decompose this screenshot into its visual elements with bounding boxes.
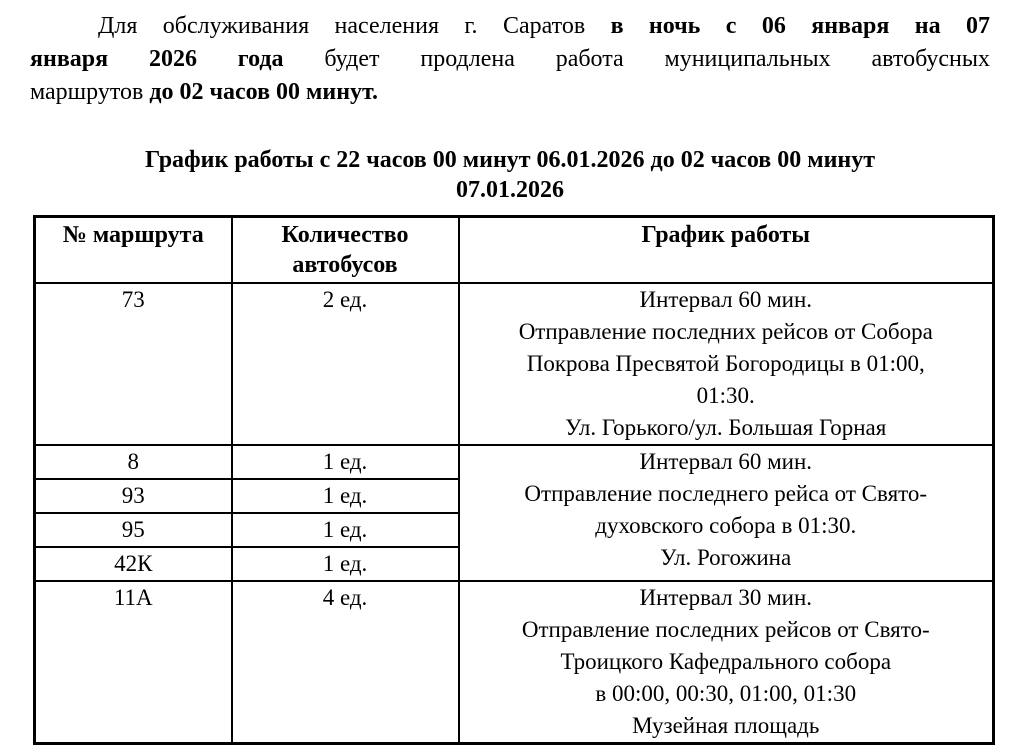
route-number-cell: 11А — [35, 581, 232, 744]
schedule-line: Интервал 60 мин. — [639, 287, 813, 312]
schedule-line: Троицкого Кафедрального собора — [560, 649, 892, 674]
intro-line — [30, 43, 990, 76]
route-number-cell: 93 — [35, 479, 232, 513]
intro-line — [30, 76, 990, 109]
schedule-line: Отправление последних рейсов от Собора — [518, 319, 933, 344]
bus-count-cell: 1 ед. — [232, 445, 459, 479]
schedule-line: Отправление последнего рейса от Свято- — [524, 481, 928, 506]
schedule-table-body — [35, 283, 994, 744]
route-number-cell: 42К — [35, 547, 232, 581]
header-cell-route: № маршрута — [35, 217, 232, 284]
header-cell-schedule: График работы — [459, 217, 994, 284]
schedule-cell — [459, 283, 994, 445]
intro-text: маршрутов — [30, 79, 150, 105]
schedule-cell — [459, 581, 994, 744]
schedule-line: духовского собора в 01:30. — [595, 513, 857, 538]
bus-count-cell: 4 ед. — [232, 581, 459, 744]
schedule-line: Отправление последних рейсов от Свято- — [521, 617, 930, 642]
schedule-line: в 00:00, 00:30, 01:00, 01:30 — [595, 681, 857, 706]
document-page — [0, 10, 1020, 738]
intro-paragraph — [30, 10, 990, 109]
schedule-cell — [459, 445, 994, 581]
intro-text: Для обслуживания населения г. Саратов — [98, 13, 611, 39]
schedule-line: Интервал 60 мин. — [639, 449, 813, 474]
bus-count-cell: 1 ед. — [232, 547, 459, 581]
header-cell-buses: Количество автобусов — [232, 217, 459, 284]
bus-count-cell: 1 ед. — [232, 479, 459, 513]
schedule-line: Покрова Пресвятой Богородицы в 01:00, — [526, 351, 925, 376]
schedule-line: Интервал 30 мин. — [639, 585, 813, 610]
bus-count-cell: 1 ед. — [232, 513, 459, 547]
route-number-cell: 8 — [35, 445, 232, 479]
intro-text-bold: в ночь с 06 января на 07 — [610, 13, 990, 39]
table-header-row — [35, 217, 994, 284]
schedule-line: Музейная площадь — [632, 713, 820, 738]
table-title-line-1: График работы с 22 часов 00 минут 06.01.2026 до 02 часов 00 минут — [144, 147, 876, 173]
route-number-cell: 73 — [35, 283, 232, 445]
schedule-line: Ул. Рогожина — [660, 545, 792, 570]
schedule-table — [33, 215, 995, 745]
schedule-line: 01:30. — [696, 383, 755, 408]
table-title — [30, 145, 990, 205]
bus-count-cell: 2 ед. — [232, 283, 459, 445]
table-row — [35, 283, 994, 445]
table-row — [35, 581, 994, 744]
schedule-line: Ул. Горького/ул. Большая Горная — [565, 415, 887, 440]
intro-text: будет продлена работа муниципальных автобусных — [283, 46, 990, 72]
intro-text-bold: до 02 часов 00 минут. — [149, 79, 379, 105]
route-number-cell: 95 — [35, 513, 232, 547]
table-title-line-2: 07.01.2026 — [456, 177, 564, 203]
intro-text-bold: января 2026 года — [30, 46, 284, 72]
intro-line — [30, 10, 990, 43]
table-row — [35, 445, 994, 479]
